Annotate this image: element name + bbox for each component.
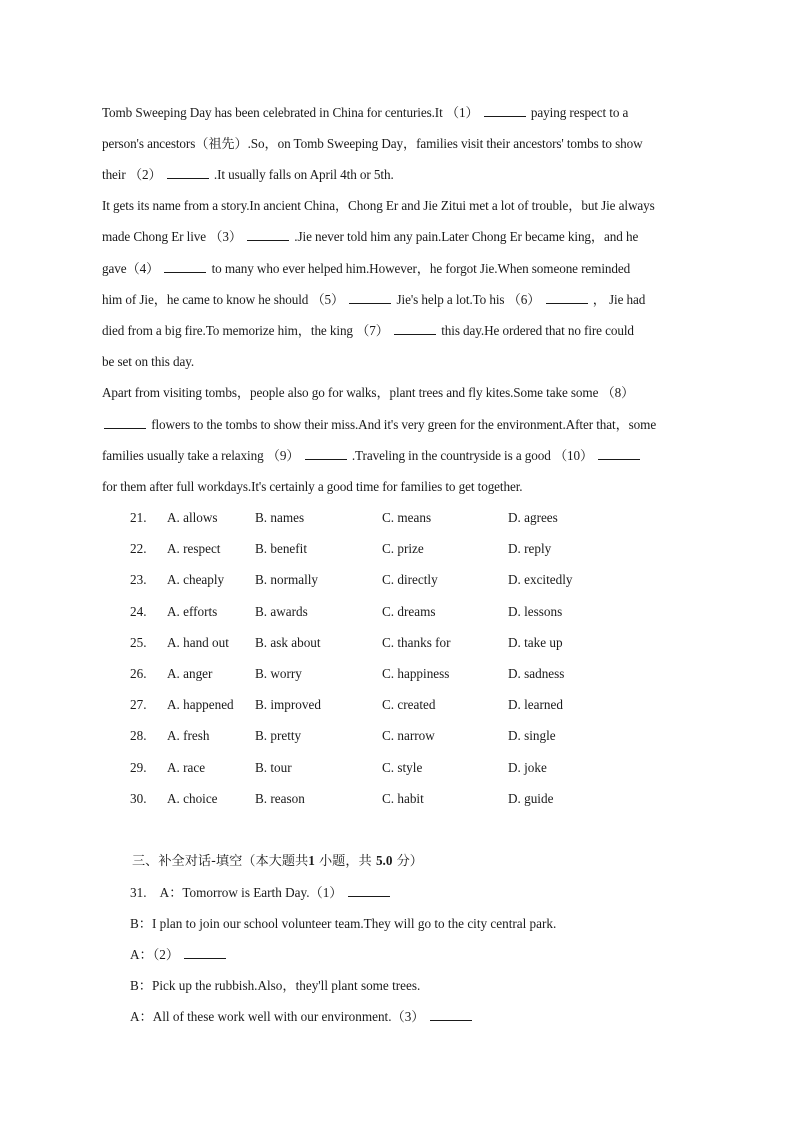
passage-line bbox=[102, 478, 523, 496]
section-title-prefix: 三、补全对话-填空（本大题共 bbox=[132, 854, 309, 869]
answer-blank[interactable] bbox=[164, 260, 206, 273]
option-a[interactable]: A. happened bbox=[167, 697, 234, 713]
option-d[interactable]: D. take up bbox=[508, 634, 563, 650]
answer-blank[interactable] bbox=[104, 416, 146, 429]
passage-text: Jie's help a lot.To his （6） bbox=[393, 292, 544, 307]
passage-text: made Chong Er live （3） bbox=[102, 229, 246, 244]
option-d[interactable]: D. learned bbox=[508, 697, 563, 713]
option-b[interactable]: B. worry bbox=[255, 666, 302, 681]
question-row bbox=[0, 790, 794, 808]
section-question-count: 1 bbox=[308, 853, 315, 868]
answer-blank[interactable] bbox=[546, 291, 588, 304]
option-b[interactable]: B. awards bbox=[255, 603, 308, 619]
option-c[interactable]: C. means bbox=[382, 510, 432, 525]
dialogue-text: A：（2） bbox=[130, 947, 183, 962]
option-b[interactable]: B. names bbox=[255, 510, 305, 525]
option-c[interactable]: C. narrow bbox=[382, 728, 435, 744]
option-a[interactable]: A. hand out bbox=[167, 634, 229, 650]
question-number: 29. bbox=[130, 759, 147, 775]
passage-text: to many who ever helped him.However，he forgot Jie.When someone reminded bbox=[208, 261, 631, 276]
option-d[interactable]: D. single bbox=[508, 728, 556, 744]
answer-blank[interactable] bbox=[349, 291, 391, 304]
option-d[interactable]: D. agrees bbox=[508, 510, 558, 525]
option-d[interactable]: D. guide bbox=[508, 790, 554, 806]
dialogue-line bbox=[130, 946, 228, 964]
passage-text: him of Jie，he came to know he should （5） bbox=[102, 292, 348, 307]
option-b[interactable]: B. ask about bbox=[255, 634, 321, 650]
dialogue-line bbox=[130, 884, 392, 902]
dialogue-line bbox=[130, 977, 420, 995]
passage-line bbox=[102, 166, 394, 184]
option-a[interactable]: A. fresh bbox=[167, 728, 210, 744]
question-row bbox=[0, 634, 794, 652]
option-b[interactable]: B. pretty bbox=[255, 728, 302, 744]
section-title-suffix: 分） bbox=[392, 854, 423, 869]
question-row bbox=[0, 571, 794, 589]
passage-text: this day.He ordered that no fire could bbox=[438, 323, 634, 338]
passage-text: It gets its name from a story.In ancient China，Chong Er and Jie Zitui met a lot of trouble，but Jie always bbox=[102, 198, 655, 213]
option-b[interactable]: B. tour bbox=[255, 759, 292, 775]
passage-line bbox=[102, 384, 634, 402]
passage-text: .Traveling in the countryside is a good （10） bbox=[348, 448, 597, 463]
option-a[interactable]: A. efforts bbox=[167, 603, 218, 619]
question-row bbox=[0, 509, 794, 527]
question-number: 22. bbox=[130, 541, 147, 557]
passage-text: for them after full workdays.It's certainly a good time for families to get together. bbox=[102, 479, 523, 494]
answer-blank[interactable] bbox=[430, 1008, 472, 1021]
passage-text: Apart from visiting tombs，people also go for walks，plant trees and fly kites.Some take some （8） bbox=[102, 385, 635, 400]
passage-line bbox=[102, 228, 638, 246]
question-number: 28. bbox=[130, 728, 147, 744]
option-b[interactable]: B. normally bbox=[255, 572, 319, 588]
answer-blank[interactable] bbox=[247, 228, 289, 241]
passage-text: .It usually falls on April 4th or 5th. bbox=[210, 167, 394, 182]
answer-blank[interactable] bbox=[598, 447, 640, 460]
question-number: 23. bbox=[130, 572, 147, 588]
answer-blank[interactable] bbox=[305, 447, 347, 460]
passage-text: paying respect to a bbox=[527, 105, 629, 120]
option-a[interactable]: A. anger bbox=[167, 666, 213, 681]
dialogue-line bbox=[130, 1008, 474, 1026]
section-score: 5.0 bbox=[375, 853, 393, 868]
question-row bbox=[0, 603, 794, 621]
passage-text: flowers to the tombs to show their miss.And it's very green for the environment.After that，some bbox=[148, 417, 657, 432]
option-d[interactable]: D. lessons bbox=[508, 603, 563, 619]
answer-blank[interactable] bbox=[184, 946, 226, 959]
dialogue-text: 31. A：Tomorrow is Earth Day.（1） bbox=[130, 885, 346, 900]
dialogue-text: B：Pick up the rubbish.Also，they'll plant some trees. bbox=[130, 978, 421, 993]
question-row bbox=[0, 696, 794, 714]
dialogue-text: A：All of these work well with our environment.（3） bbox=[130, 1009, 428, 1024]
option-d[interactable]: D. excitedly bbox=[508, 572, 573, 588]
passage-text: person's ancestors（祖先）.So，on Tomb Sweeping Day，families visit their ancestors' tombs to show bbox=[102, 136, 643, 151]
passage-line bbox=[102, 416, 656, 434]
option-c[interactable]: C. dreams bbox=[382, 603, 436, 619]
option-d[interactable]: D. joke bbox=[508, 759, 547, 775]
passage-text: ， Jie had bbox=[589, 292, 646, 307]
option-d[interactable]: D. sadness bbox=[508, 666, 565, 681]
option-c[interactable]: C. habit bbox=[382, 790, 424, 806]
option-a[interactable]: A. respect bbox=[167, 541, 221, 557]
option-c[interactable]: C. happiness bbox=[382, 666, 450, 681]
question-row bbox=[0, 727, 794, 745]
question-row bbox=[0, 540, 794, 558]
section-title-middle: 小题，共 bbox=[314, 854, 376, 869]
passage-line bbox=[102, 135, 643, 153]
question-number: 25. bbox=[130, 634, 147, 650]
passage-text: died from a big fire.To memorize him，the king （7） bbox=[102, 323, 392, 338]
option-b[interactable]: B. improved bbox=[255, 697, 321, 713]
passage-text: .Jie never told him any pain.Later Chong Er became king，and he bbox=[291, 229, 639, 244]
passage-line bbox=[102, 322, 634, 340]
passage-text: families usually take a relaxing （9） bbox=[102, 448, 303, 463]
answer-blank[interactable] bbox=[484, 104, 526, 117]
answer-blank[interactable] bbox=[394, 322, 436, 335]
option-c[interactable]: C. created bbox=[382, 697, 436, 713]
option-a[interactable]: A. cheaply bbox=[167, 572, 225, 588]
question-number: 24. bbox=[130, 603, 147, 619]
option-a[interactable]: A. race bbox=[167, 759, 206, 775]
option-a[interactable]: A. allows bbox=[167, 510, 218, 525]
passage-line bbox=[102, 104, 628, 122]
answer-blank[interactable] bbox=[348, 884, 390, 897]
passage-text: Tomb Sweeping Day has been celebrated in China for centuries.It （1） bbox=[102, 105, 482, 120]
question-number: 26. bbox=[130, 666, 147, 681]
option-a[interactable]: A. choice bbox=[167, 790, 218, 806]
passage-text: their （2） bbox=[102, 167, 165, 182]
passage-text: be set on this day. bbox=[102, 354, 195, 369]
passage-line bbox=[102, 353, 194, 371]
question-number: 30. bbox=[130, 790, 147, 806]
passage-line bbox=[102, 447, 642, 465]
section-title bbox=[132, 852, 423, 871]
option-c[interactable]: C. directly bbox=[382, 572, 438, 588]
passage-line bbox=[102, 197, 655, 215]
option-b[interactable]: B. benefit bbox=[255, 541, 308, 557]
option-c[interactable]: C. style bbox=[382, 759, 423, 775]
question-row bbox=[0, 665, 794, 683]
option-b[interactable]: B. reason bbox=[255, 790, 305, 806]
answer-blank[interactable] bbox=[167, 166, 209, 179]
passage-line bbox=[102, 291, 645, 309]
question-number: 27. bbox=[130, 697, 147, 713]
passage-line bbox=[102, 260, 630, 278]
dialogue-line bbox=[130, 915, 556, 933]
dialogue-text: B：I plan to join our school volunteer team.They will go to the city central park. bbox=[130, 916, 557, 931]
passage-text: gave（4） bbox=[102, 261, 163, 276]
option-d[interactable]: D. reply bbox=[508, 541, 552, 557]
option-c[interactable]: C. thanks for bbox=[382, 634, 451, 650]
question-number: 21. bbox=[130, 510, 147, 525]
option-c[interactable]: C. prize bbox=[382, 541, 424, 557]
question-row bbox=[0, 759, 794, 777]
